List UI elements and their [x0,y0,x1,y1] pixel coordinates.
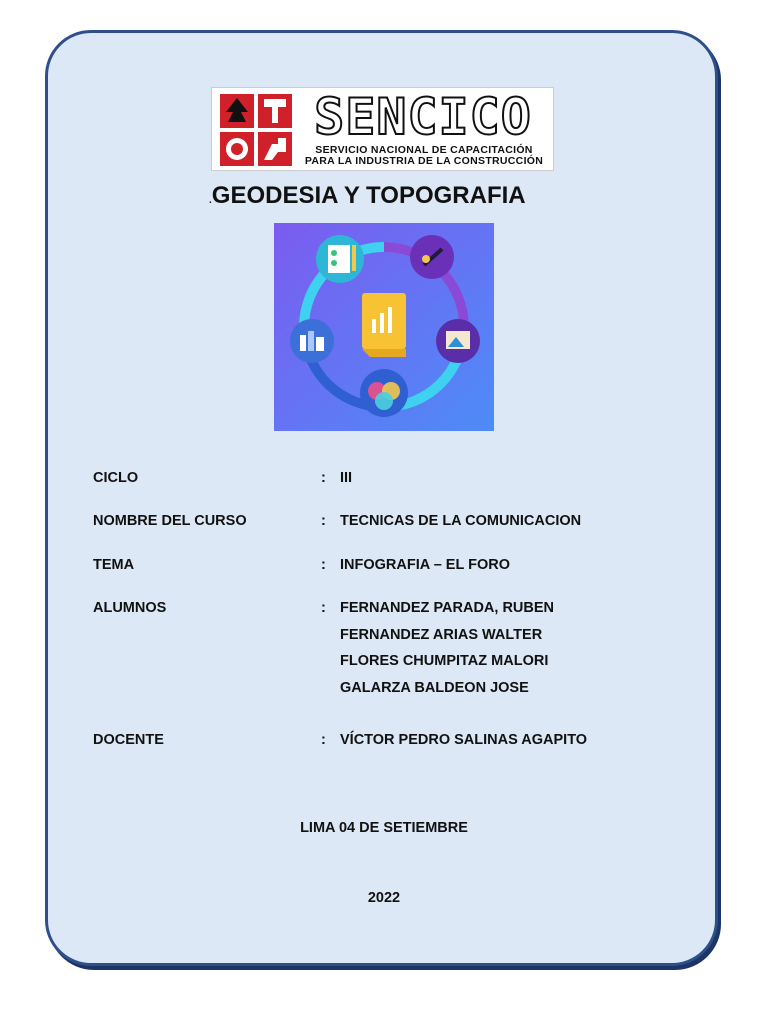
field-label: TEMA [93,557,135,573]
field-separator: : [321,732,326,748]
field-label: NOMBRE DEL CURSO [93,513,247,529]
student-name: FERNANDEZ PARADA, RUBEN [340,600,555,616]
student-name: FERNANDEZ ARIAS WALTER [340,627,543,643]
field-value: INFOGRAFIA – EL FORO [340,557,510,573]
field-separator: : [321,513,326,529]
sencico-logo [211,87,554,171]
field-label: DOCENTE [93,732,164,748]
student-name: FLORES CHUMPITAZ MALORI [340,653,549,669]
student-name: GALARZA BALDEON JOSE [340,680,529,696]
year: 2022 [367,890,401,906]
field-label: CICLO [93,470,139,486]
field-separator: : [321,557,326,573]
field-value: VÍCTOR PEDRO SALINAS AGAPITO [340,732,588,748]
field-label: ALUMNOS [93,600,167,616]
field-separator: : [321,470,326,486]
field-value: III [340,470,353,486]
sencico-emblem-icon [220,94,292,166]
place-date: LIMA 04 DE SETIEMBRE [300,820,468,836]
title-text: GEODESIA Y TOPOGRAFIA [211,182,526,209]
brand-subtitle-line1: SERVICIO NACIONAL DE CAPACITACIÓN [315,144,533,156]
brand-subtitle-line2: PARA LA INDUSTRIA DE LA CONSTRUCCIÓN [304,155,544,167]
brand-name: SENCICO [314,88,532,146]
infographic-illustration [274,223,494,431]
field-separator: : [321,600,326,616]
field-value: TECNICAS DE LA COMUNICACION [340,513,582,529]
title-prefix: . [209,195,212,206]
document-title [209,182,569,210]
